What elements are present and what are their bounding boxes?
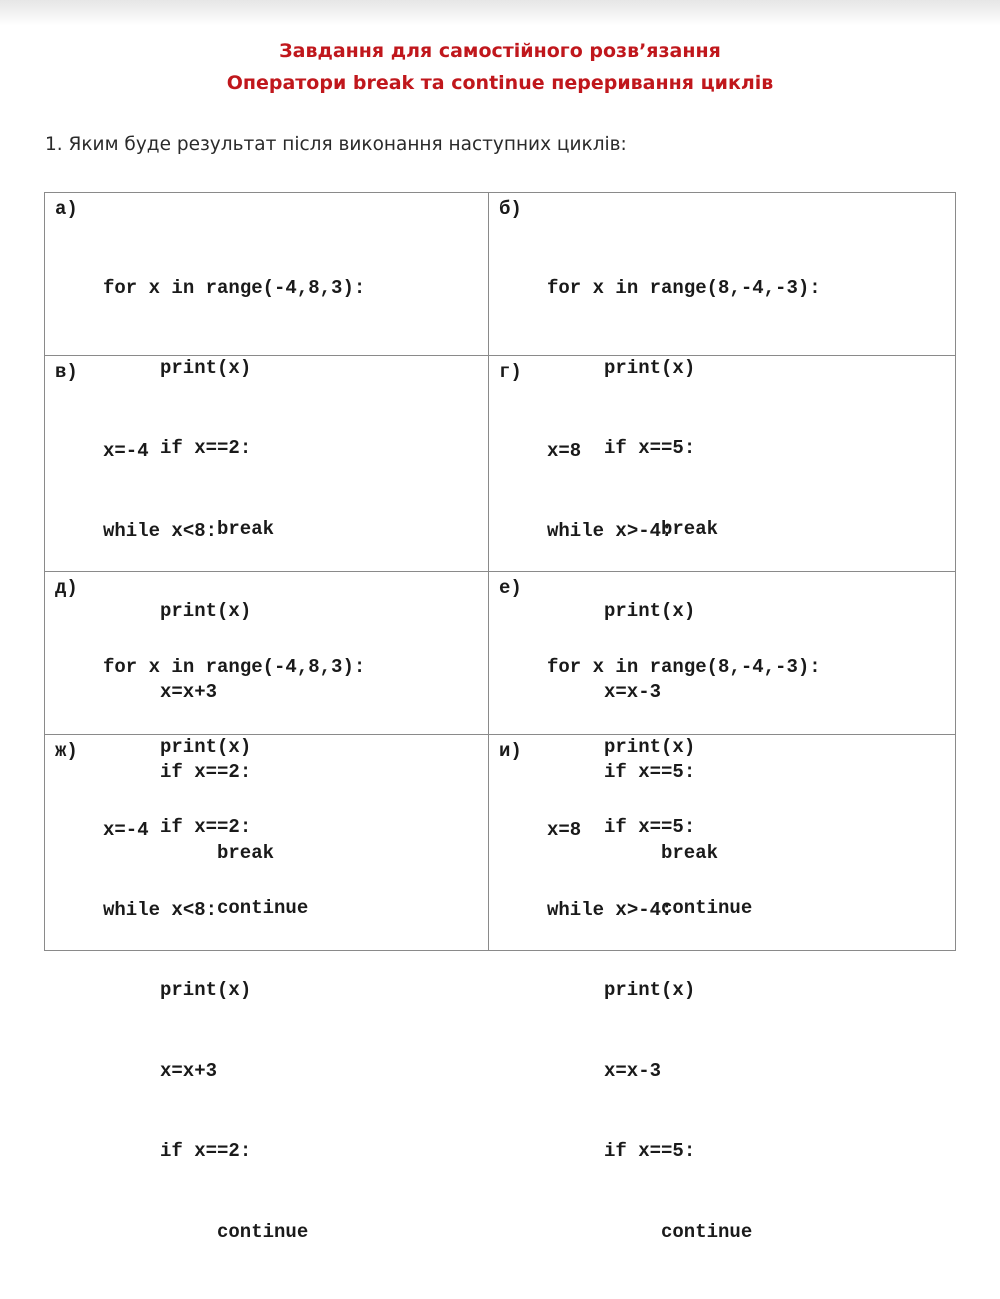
code-line: for x in range(-4,8,3):	[103, 655, 366, 678]
exercise-cell-zh	[45, 735, 488, 1243]
code-line: print(x)	[160, 356, 252, 379]
code-line: print(x)	[160, 735, 252, 758]
cell-label: г)	[499, 361, 522, 383]
code-line: for x in range(-4,8,3):	[103, 276, 366, 299]
code-block	[103, 763, 308, 1299]
code-line: x=x+3	[160, 1059, 218, 1082]
question-text: 1. Яким буде результат після виконання наступних циклів:	[45, 134, 627, 155]
code-line: break	[661, 841, 719, 864]
code-line: print(x)	[604, 735, 696, 758]
code-line: x=x+3	[160, 680, 218, 703]
exercise-cell-y	[489, 735, 955, 1243]
cell-label: а)	[55, 198, 78, 220]
code-line: if x==5:	[604, 1140, 696, 1163]
code-line: if x==2:	[160, 816, 252, 839]
code-line: if x==2:	[160, 1140, 252, 1163]
code-line: print(x)	[604, 979, 696, 1002]
top-shade	[0, 0, 1000, 26]
code-line: break	[661, 517, 719, 540]
code-line: while x<8:	[103, 519, 218, 542]
page-subtitle: Оператори break та continue переривання циклів	[226, 72, 774, 94]
code-line: print(x)	[160, 979, 252, 1002]
code-block	[547, 763, 752, 1299]
cell-label: и)	[499, 740, 522, 762]
code-line: print(x)	[604, 356, 696, 379]
cell-label: ж)	[55, 740, 78, 762]
cell-label: е)	[499, 577, 522, 599]
code-line: x=x-3	[604, 1059, 662, 1082]
cell-label: д)	[55, 577, 78, 599]
code-line: x=8	[547, 439, 582, 462]
code-line: if x==5:	[604, 761, 696, 784]
code-line: for x in range(8,-4,-3):	[547, 276, 821, 299]
code-line: x=-4	[103, 818, 149, 841]
code-line: if x==2:	[160, 761, 252, 784]
code-line: continue	[661, 896, 753, 919]
code-line: break	[217, 841, 275, 864]
code-line: while x>-4:	[547, 519, 673, 542]
code-line: while x>-4:	[547, 898, 673, 921]
code-line: print(x)	[160, 600, 252, 623]
code-line: x=8	[547, 818, 582, 841]
exercise-table	[44, 192, 956, 1243]
code-line: continue	[661, 1220, 753, 1243]
code-line: x=x-3	[604, 680, 662, 703]
cell-label: в)	[55, 361, 78, 383]
code-line: continue	[217, 1220, 309, 1243]
code-line: x=-4	[103, 439, 149, 462]
code-line: print(x)	[604, 600, 696, 623]
code-line: if x==2:	[160, 437, 252, 460]
code-line: for x in range(8,-4,-3):	[547, 655, 821, 678]
code-line: if x==5:	[604, 816, 696, 839]
code-line: while x<8:	[103, 898, 218, 921]
code-line: break	[217, 517, 275, 540]
cell-label: б)	[499, 198, 522, 220]
code-line: continue	[217, 896, 309, 919]
code-line: if x==5:	[604, 437, 696, 460]
page-title: Завдання для самостійного розв’язання	[279, 40, 721, 62]
